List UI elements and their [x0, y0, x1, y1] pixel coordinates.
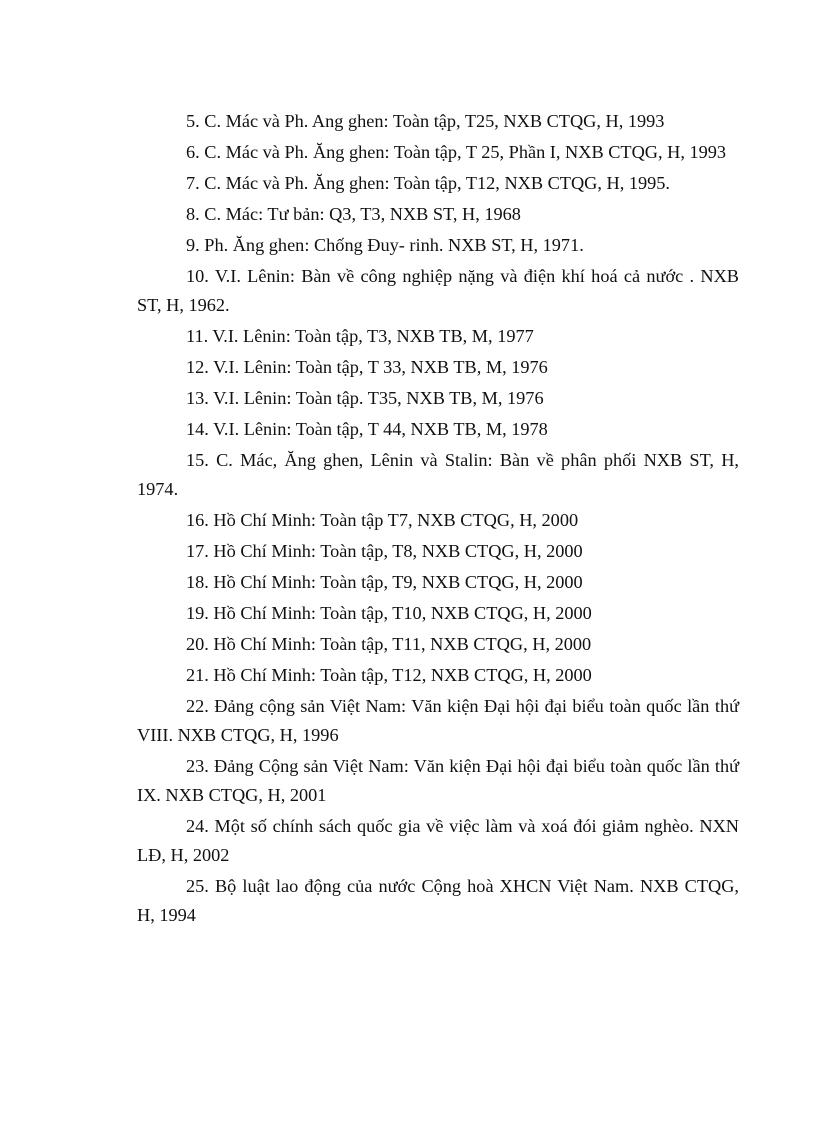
reference-item-7: 7. C. Mác và Ph. Ăng ghen: Toàn tập, T12, NXB CTQG, H, 1995.: [186, 173, 670, 193]
reference-item-19: 19. Hồ Chí Minh: Toàn tập, T10, NXB CTQG, H, 2000: [186, 603, 592, 623]
reference-item-12: 12. V.I. Lênin: Toàn tập, T 33, NXB TB, M, 1976: [186, 357, 548, 377]
reference-item-8: 8. C. Mác: Tư bản: Q3, T3, NXB ST, H, 1968: [186, 204, 521, 224]
reference-item-21: 21. Hồ Chí Minh: Toàn tập, T12, NXB CTQG, H, 2000: [186, 665, 592, 685]
reference-item-13: 13. V.I. Lênin: Toàn tập. T35, NXB TB, M, 1976: [186, 388, 544, 408]
reference-item-24: 24. Một số chính sách quốc gia về việc làm và xoá đói giảm nghèo. NXN LĐ, H, 2002: [137, 816, 739, 865]
reference-item-11: 11. V.I. Lênin: Toàn tập, T3, NXB TB, M, 1977: [186, 326, 534, 346]
reference-item-14: 14. V.I. Lênin: Toàn tập, T 44, NXB TB, M, 1978: [186, 419, 548, 439]
reference-item-9: 9. Ph. Ăng ghen: Chống Đuy- rinh. NXB ST, H, 1971.: [186, 235, 584, 255]
reference-item-20: 20. Hồ Chí Minh: Toàn tập, T11, NXB CTQG, H, 2000: [186, 634, 592, 654]
reference-item-22: 22. Đảng cộng sản Việt Nam: Văn kiện Đại hội đại biểu toàn quốc lần thứ VIII. NXB CTQG, H, 1996: [137, 696, 739, 745]
reference-item-23: 23. Đảng Cộng sản Việt Nam: Văn kiện Đại hội đại biểu toàn quốc lần thứ IX. NXB CTQG, H, 2001: [137, 756, 739, 805]
reference-list: [137, 107, 739, 932]
reference-item-18: 18. Hồ Chí Minh: Toàn tập, T9, NXB CTQG, H, 2000: [186, 572, 583, 592]
reference-item-25: 25. Bộ luật lao động của nước Cộng hoà XHCN Việt Nam. NXB CTQG, H, 1994: [137, 876, 739, 925]
reference-item-16: 16. Hồ Chí Minh: Toàn tập T7, NXB CTQG, H, 2000: [186, 510, 579, 530]
reference-item-6: 6. C. Mác và Ph. Ăng ghen: Toàn tập, T 25, Phần I, NXB CTQG, H, 1993: [186, 142, 727, 162]
reference-item-10: 10. V.I. Lênin: Bàn về công nghiệp nặng và điện khí hoá cả nước . NXB ST, H, 1962.: [137, 266, 739, 315]
reference-item-15: 15. C. Mác, Ăng ghen, Lênin và Stalin: Bàn về phân phối NXB ST, H, 1974.: [137, 450, 739, 499]
reference-item-5: 5. C. Mác và Ph. Ang ghen: Toàn tập, T25, NXB CTQG, H, 1993: [186, 111, 665, 131]
reference-item-17: 17. Hồ Chí Minh: Toàn tập, T8, NXB CTQG, H, 2000: [186, 541, 583, 561]
